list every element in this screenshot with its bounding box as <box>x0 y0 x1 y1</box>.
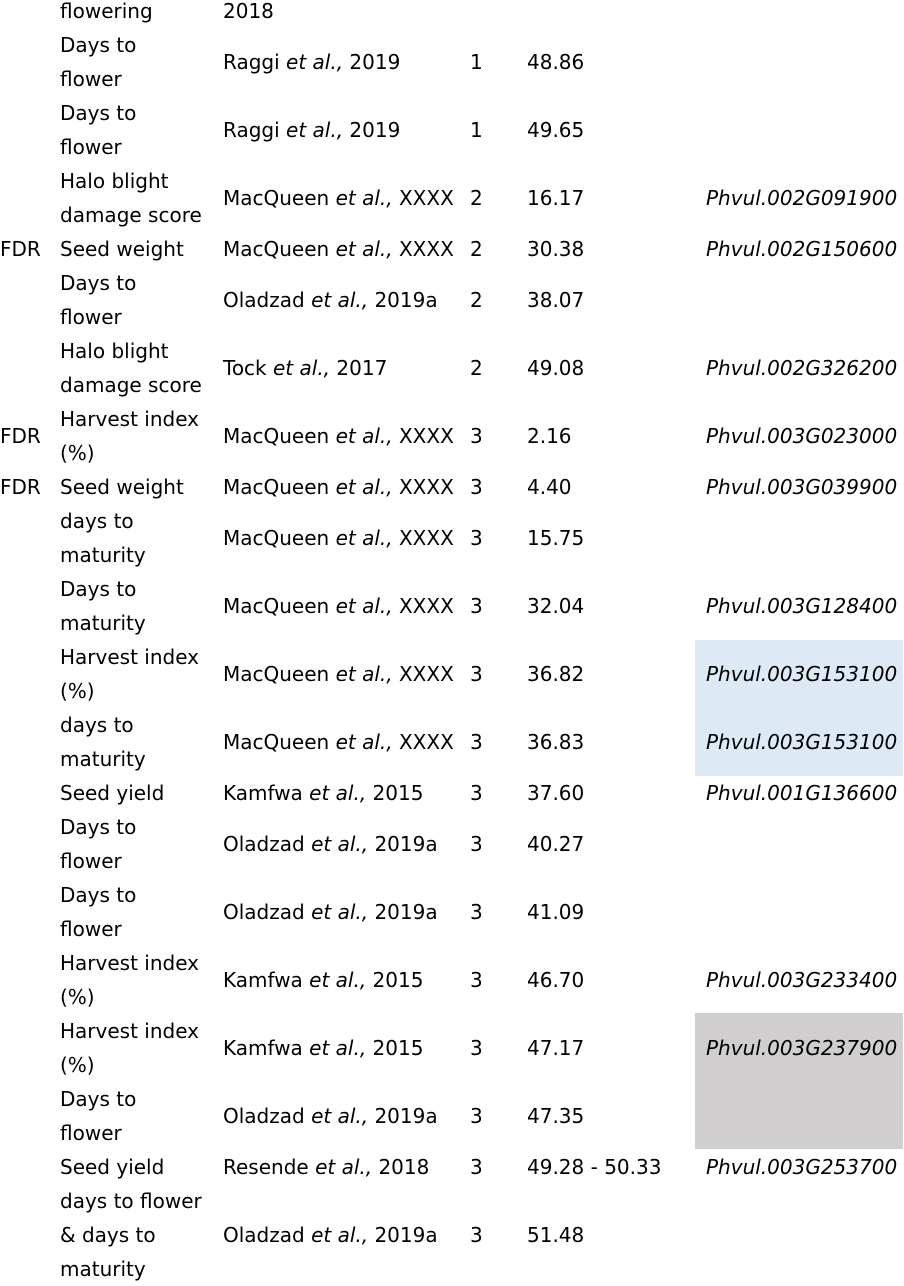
reference-year: 2019a <box>368 1223 438 1247</box>
reference-year: 2019a <box>368 900 438 924</box>
reference-author: MacQueen <box>223 237 336 261</box>
position-cell: 40.27 <box>527 832 585 856</box>
trait-line: maturity <box>60 611 146 635</box>
reference-etal: et al., <box>315 1155 373 1179</box>
reference-etal: et al., <box>335 526 393 550</box>
position-cell: 38.07 <box>527 288 585 312</box>
trait-line: flower <box>60 1121 122 1145</box>
trait-line: flower <box>60 849 122 873</box>
reference-cell <box>223 113 400 147</box>
reference-year: 2018 <box>223 0 274 23</box>
chromosome-cell: 3 <box>470 1155 483 1179</box>
position-cell: 15.75 <box>527 526 585 550</box>
position-cell: 46.70 <box>527 968 585 992</box>
reference-year: XXXX <box>392 424 454 448</box>
reference-cell <box>223 725 454 759</box>
trait-cell <box>60 946 199 1014</box>
reference-year: 2015 <box>366 968 424 992</box>
trait-line: (%) <box>60 985 95 1009</box>
reference-cell <box>223 1218 438 1252</box>
reference-cell <box>223 827 438 861</box>
reference-cell <box>223 1099 438 1133</box>
reference-cell <box>223 963 423 997</box>
trait-cell <box>60 708 146 776</box>
reference-cell <box>223 351 387 385</box>
reference-author: Kamfwa <box>223 1036 310 1060</box>
trait-cell <box>60 1082 136 1150</box>
reference-year: XXXX <box>392 237 454 261</box>
chromosome-cell: 3 <box>470 1223 483 1247</box>
reference-author: Kamfwa <box>223 968 310 992</box>
trait-line: maturity <box>60 747 146 771</box>
reference-year: XXXX <box>392 475 454 499</box>
reference-etal: et al., <box>286 118 344 142</box>
chromosome-cell: 1 <box>470 50 483 74</box>
trait-line: & days to <box>60 1223 156 1247</box>
reference-author: Oladzad <box>223 832 312 856</box>
reference-author: Oladzad <box>223 288 312 312</box>
position-cell: 4.40 <box>527 475 572 499</box>
position-cell: 47.35 <box>527 1104 585 1128</box>
candidate-gene-cell: Phvul.002G150600 <box>706 237 898 261</box>
trait-line: Halo blight <box>60 339 169 363</box>
reference-cell <box>223 0 274 28</box>
reference-author: MacQueen <box>223 662 336 686</box>
candidate-gene-cell: Phvul.003G153100 <box>706 730 898 754</box>
trait-line: (%) <box>60 441 95 465</box>
chromosome-cell: 2 <box>470 237 483 261</box>
trait-cell <box>60 164 202 232</box>
position-cell: 47.17 <box>527 1036 585 1060</box>
reference-cell <box>223 283 438 317</box>
chromosome-cell: 3 <box>470 1036 483 1060</box>
reference-etal: et al., <box>311 1223 369 1247</box>
reference-author: Tock <box>223 356 273 380</box>
reference-author: MacQueen <box>223 730 336 754</box>
position-cell: 49.28 - 50.33 <box>527 1155 662 1179</box>
reference-cell <box>223 45 400 79</box>
reference-etal: et al., <box>273 356 331 380</box>
chromosome-cell: 3 <box>470 475 483 499</box>
reference-etal: et al., <box>335 730 393 754</box>
reference-etal: et al., <box>335 186 393 210</box>
trait-line: Days to <box>60 33 137 57</box>
reference-author: Raggi <box>223 118 287 142</box>
reference-etal: et al., <box>309 968 367 992</box>
reference-year: 2015 <box>366 781 424 805</box>
fdr-flag: FDR <box>0 424 41 448</box>
position-cell: 36.82 <box>527 662 585 686</box>
position-cell: 30.38 <box>527 237 585 261</box>
trait-line: flower <box>60 917 122 941</box>
trait-cell <box>60 1150 164 1184</box>
trait-line: Days to <box>60 883 137 907</box>
reference-year: 2017 <box>330 356 388 380</box>
chromosome-cell: 3 <box>470 968 483 992</box>
trait-line: Harvest index <box>60 951 199 975</box>
reference-cell <box>223 589 454 623</box>
candidate-gene-cell: Phvul.001G136600 <box>706 781 898 805</box>
reference-year: XXXX <box>392 594 454 618</box>
trait-line: Seed yield <box>60 781 165 805</box>
trait-line: Days to <box>60 1087 137 1111</box>
candidate-gene-cell: Phvul.003G039900 <box>706 475 898 499</box>
chromosome-cell: 1 <box>470 118 483 142</box>
position-cell: 2.16 <box>527 424 572 448</box>
chromosome-cell: 3 <box>470 424 483 448</box>
fdr-flag: FDR <box>0 475 41 499</box>
reference-etal: et al., <box>311 1104 369 1128</box>
chromosome-cell: 3 <box>470 832 483 856</box>
reference-year: XXXX <box>392 662 454 686</box>
reference-author: MacQueen <box>223 475 336 499</box>
reference-year: 2019 <box>343 118 401 142</box>
trait-cell <box>60 232 184 266</box>
reference-etal: et al., <box>309 1036 367 1060</box>
trait-cell <box>60 1184 202 1286</box>
candidate-gene-cell: Phvul.002G091900 <box>706 186 898 210</box>
reference-author: MacQueen <box>223 526 336 550</box>
fdr-flag: FDR <box>0 237 41 261</box>
trait-line: damage score <box>60 373 202 397</box>
candidate-gene-cell: Phvul.003G233400 <box>706 968 898 992</box>
candidate-gene-cell: Phvul.003G023000 <box>706 424 898 448</box>
reference-etal: et al., <box>335 424 393 448</box>
reference-author: Oladzad <box>223 1223 312 1247</box>
reference-cell <box>223 776 423 810</box>
reference-year: 2019 <box>343 50 401 74</box>
trait-line: (%) <box>60 679 95 703</box>
reference-year: 2019a <box>368 288 438 312</box>
chromosome-cell: 3 <box>470 662 483 686</box>
trait-line: Seed weight <box>60 475 184 499</box>
reference-year: XXXX <box>392 526 454 550</box>
reference-author: Kamfwa <box>223 781 310 805</box>
reference-cell <box>223 470 454 504</box>
reference-author: Raggi <box>223 50 287 74</box>
reference-etal: et al., <box>335 662 393 686</box>
trait-cell <box>60 810 136 878</box>
reference-author: MacQueen <box>223 424 336 448</box>
reference-etal: et al., <box>311 288 369 312</box>
reference-author: Resende <box>223 1155 316 1179</box>
trait-line: Harvest index <box>60 645 199 669</box>
reference-year: 2018 <box>372 1155 430 1179</box>
reference-etal: et al., <box>335 594 393 618</box>
position-cell: 32.04 <box>527 594 585 618</box>
trait-line: damage score <box>60 203 202 227</box>
reference-author: MacQueen <box>223 186 336 210</box>
trait-line: maturity <box>60 543 146 567</box>
reference-cell <box>223 232 454 266</box>
chromosome-cell: 3 <box>470 1104 483 1128</box>
position-cell: 49.08 <box>527 356 585 380</box>
reference-cell <box>223 1031 423 1065</box>
reference-cell <box>223 521 454 555</box>
trait-line: days to flower <box>60 1189 202 1213</box>
candidate-gene-cell: Phvul.002G326200 <box>706 356 898 380</box>
reference-etal: et al., <box>335 237 393 261</box>
trait-line: maturity <box>60 1257 146 1281</box>
candidate-gene-cell: Phvul.003G153100 <box>706 662 898 686</box>
trait-cell <box>60 266 136 334</box>
reference-etal: et al., <box>286 50 344 74</box>
trait-line: Harvest index <box>60 1019 199 1043</box>
position-cell: 48.86 <box>527 50 585 74</box>
candidate-gene-cell: Phvul.003G237900 <box>706 1036 898 1060</box>
trait-cell <box>60 334 202 402</box>
reference-year: 2015 <box>366 1036 424 1060</box>
reference-etal: et al., <box>311 900 369 924</box>
chromosome-cell: 3 <box>470 526 483 550</box>
reference-cell <box>223 181 454 215</box>
trait-line: Seed weight <box>60 237 184 261</box>
chromosome-cell: 3 <box>470 900 483 924</box>
chromosome-cell: 3 <box>470 781 483 805</box>
trait-cell <box>60 878 136 946</box>
trait-line: Harvest index <box>60 407 199 431</box>
position-cell: 49.65 <box>527 118 585 142</box>
reference-etal: et al., <box>309 781 367 805</box>
chromosome-cell: 2 <box>470 356 483 380</box>
reference-etal: et al., <box>311 832 369 856</box>
reference-cell <box>223 1150 429 1184</box>
trait-line: Days to <box>60 271 137 295</box>
trait-line: Days to <box>60 101 137 125</box>
trait-cell <box>60 402 199 470</box>
reference-author: Oladzad <box>223 900 312 924</box>
reference-year: XXXX <box>392 730 454 754</box>
reference-year: XXXX <box>392 186 454 210</box>
position-cell: 36.83 <box>527 730 585 754</box>
trait-line: Seed yield <box>60 1155 165 1179</box>
position-cell: 37.60 <box>527 781 585 805</box>
trait-line: (%) <box>60 1053 95 1077</box>
candidate-gene-cell: Phvul.003G128400 <box>706 594 898 618</box>
trait-line: Days to <box>60 815 137 839</box>
reference-cell <box>223 895 438 929</box>
trait-cell <box>60 572 146 640</box>
trait-cell <box>60 776 164 810</box>
trait-line: Days to <box>60 577 137 601</box>
trait-cell <box>60 640 199 708</box>
trait-line: flower <box>60 135 122 159</box>
chromosome-cell: 3 <box>470 730 483 754</box>
reference-cell <box>223 419 454 453</box>
trait-line: flowering <box>60 0 153 23</box>
reference-year: 2019a <box>368 832 438 856</box>
position-cell: 41.09 <box>527 900 585 924</box>
candidate-gene-cell: Phvul.003G253700 <box>706 1155 898 1179</box>
chromosome-cell: 2 <box>470 186 483 210</box>
trait-cell <box>60 28 136 96</box>
reference-author: MacQueen <box>223 594 336 618</box>
reference-year: 2019a <box>368 1104 438 1128</box>
trait-line: flower <box>60 305 122 329</box>
reference-cell <box>223 657 454 691</box>
trait-line: days to <box>60 713 134 737</box>
trait-line: days to <box>60 509 134 533</box>
position-cell: 16.17 <box>527 186 585 210</box>
trait-cell <box>60 504 146 572</box>
reference-etal: et al., <box>335 475 393 499</box>
position-cell: 51.48 <box>527 1223 585 1247</box>
trait-cell <box>60 96 136 164</box>
reference-author: Oladzad <box>223 1104 312 1128</box>
trait-line: Halo blight <box>60 169 169 193</box>
trait-cell <box>60 1014 199 1082</box>
chromosome-cell: 3 <box>470 594 483 618</box>
trait-cell <box>60 0 153 28</box>
chromosome-cell: 2 <box>470 288 483 312</box>
trait-line: flower <box>60 67 122 91</box>
trait-cell <box>60 470 184 504</box>
